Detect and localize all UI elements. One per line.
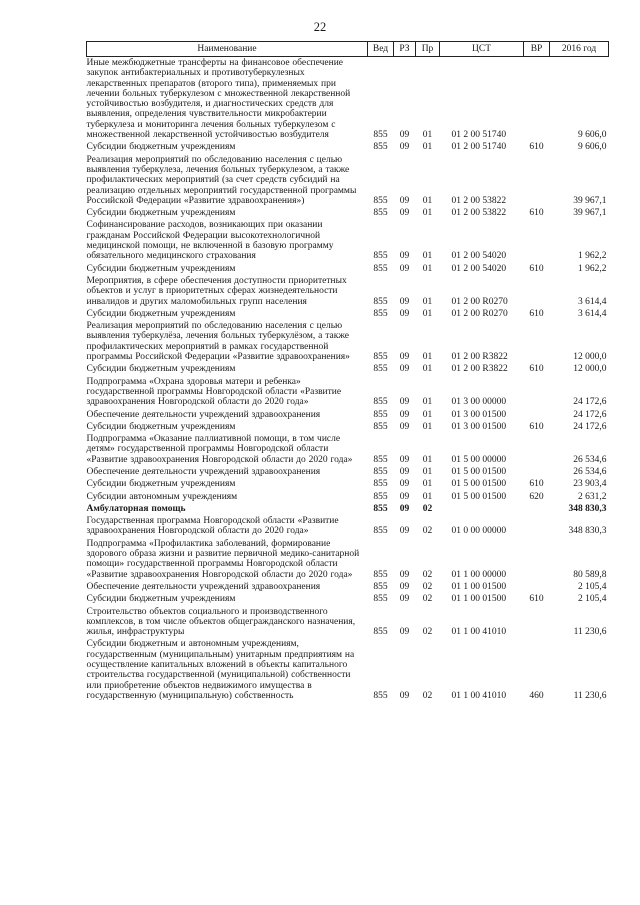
row-rz: 09 [399,352,410,363]
row-cst: 01 3 00 01500 [451,421,507,432]
row-name: Реализация мероприятий по обследованию населения с целью выявления туберкулёза, лечения больных туберкулёзом, а также профилактических мероприятий в рамках государственной программы Российской Федерации «Развитие здравоохранения» [86,321,350,363]
row-vr [524,466,550,478]
row-cst: 01 2 00 R3822 [451,364,508,375]
row-rz: 09 [399,491,410,502]
table-row [87,433,609,466]
row-pr: 01 [422,308,433,319]
row-pr: 02 [422,581,433,592]
row-ved: 855 [373,296,388,307]
table-row [87,466,609,478]
row-rz: 09 [399,594,410,605]
header-vr: ВР [524,42,550,57]
row-cst: 01 5 00 00000 [451,454,507,465]
row-cst: 01 1 00 01500 [451,594,507,605]
row-rz: 09 [399,581,410,592]
row-vr [524,515,550,538]
row-sum: 11 230,6 [573,627,607,638]
row-ved: 855 [373,503,388,514]
table-row [87,141,609,153]
row-vr [524,409,550,421]
row-vr: 610 [529,208,544,219]
row-name: Обеспечение деятельности учреждений здравоохранения [86,581,321,592]
row-pr: 02 [422,503,433,514]
row-pr: 01 [422,454,433,465]
row-cst: 01 1 00 41010 [451,690,507,701]
row-vr: 610 [529,308,544,319]
row-ved: 855 [373,479,388,490]
row-sum: 26 534,6 [573,466,607,477]
table-row [87,515,609,538]
page-number: 22 [313,20,327,34]
row-cst: 01 5 00 01500 [451,491,507,502]
row-sum: 1 962,2 [578,251,607,262]
row-name: Иные межбюджетные трансферты на финансовое обеспечение закупок антибактериальных и противотуберкулезных лекарственных препаратов (второго типа), применяемых при лечении больных туберкулезом с множественной лекарственной устойчивостью возбудителя, и диагностических средств для выявления, определения чувствительности микробактерии туберкулеза и мониторинга лечения больных туберкулезом с множественной лекарственной устойчивостью возбудителя [86,58,351,141]
row-name: Субсидии бюджетным учреждениям [86,308,236,319]
row-vr [524,538,550,581]
row-pr: 02 [422,526,433,537]
row-vr [524,219,550,262]
table-row [87,606,609,639]
row-sum: 2 631,2 [578,491,607,502]
row-sum: 23 903,4 [573,479,607,490]
row-sum: 348 830,3 [568,503,607,514]
row-ved: 855 [373,142,388,153]
row-rz: 09 [399,296,410,307]
row-cst: 01 1 00 41010 [451,627,507,638]
row-name: Субсидии бюджетным учреждениям [86,142,236,153]
row-rz: 09 [399,251,410,262]
row-rz: 09 [399,466,410,477]
row-name: Субсидии бюджетным и автономным учреждениям, государственным (муниципальным) унитарным предприятиям на осуществление капитальных вложений в объекты капитального строительства государственной (муниципальной) собственности или приобретение объектов недвижимого имущества в государственную (муниципальную) собственность [86,639,355,701]
row-cst: 01 2 00 54020 [451,263,507,274]
row-vr [524,320,550,363]
row-sum: 2 105,4 [578,581,607,592]
row-vr [524,503,550,515]
row-name: Мероприятия, в сфере обеспечения доступности приоритетных объектов и услуг в приоритетных сферах жизнедеятельности инвалидов и других маломобильных групп населения [86,275,347,307]
table-row [87,57,609,142]
row-ved: 855 [373,421,388,432]
row-name: Субсидии бюджетным учреждениям [86,364,236,375]
row-sum: 9 606,0 [578,142,607,153]
row-name: Субсидии бюджетным учреждениям [86,263,236,274]
row-ved: 855 [373,690,388,701]
row-pr: 01 [422,466,433,477]
row-name: Обеспечение деятельности учреждений здравоохранения [86,466,321,477]
row-pr: 01 [422,142,433,153]
row-ved: 855 [373,195,388,206]
header-year: 2016 год [550,42,609,57]
row-ved: 855 [373,594,388,605]
row-vr: 610 [529,421,544,432]
row-cst: 01 0 00 00000 [451,526,507,537]
row-name: Субсидии автономным учреждениям [86,491,238,502]
row-pr: 01 [422,195,433,206]
header-name: Наименование [87,42,368,57]
table-row [87,538,609,581]
row-sum: 24 172,6 [573,421,607,432]
row-pr: 01 [422,479,433,490]
row-cst: 01 2 00 53822 [451,208,507,219]
table-row [87,308,609,320]
row-ved: 855 [373,397,388,408]
row-name: Государственная программа Новгородской области «Развитие здравоохранения Новгородской области до 2020 года» [86,516,339,537]
row-pr: 01 [422,364,433,375]
table-row [87,409,609,421]
header-rz: РЗ [394,42,416,57]
row-pr: 01 [422,491,433,502]
row-name: Софинансирование расходов, возникающих при оказании гражданам Российской Федерации высокотехнологичной медицинской помощи, не включенной в базовую программу обязательного медицинского страхования [86,220,334,262]
row-pr: 02 [422,690,433,701]
row-sum: 2 105,4 [578,594,607,605]
row-sum: 3 614,4 [578,296,607,307]
row-name: Субсидии бюджетным учреждениям [86,208,236,219]
row-cst: 01 5 00 01500 [451,466,507,477]
row-name: Амбулаторная помощь [86,503,186,514]
row-cst: 01 2 00 51740 [451,130,507,141]
row-rz: 09 [399,263,410,274]
row-vr [524,606,550,639]
row-vr [524,154,550,207]
row-ved: 855 [373,352,388,363]
header-ved: Вед [368,42,394,57]
row-ved: 855 [373,491,388,502]
row-sum: 39 967,1 [573,195,607,206]
row-rz: 09 [399,142,410,153]
row-pr: 01 [422,397,433,408]
row-ved: 855 [373,208,388,219]
table-row [87,491,609,503]
row-rz: 09 [399,479,410,490]
row-name: Строительство объектов социального и производственного комплексов, в том числе объектов общегражданского назначения, жилья, инфраструктуры [86,606,356,638]
header-pr: Пр [416,42,440,57]
table-row [87,638,609,702]
row-vr: 610 [529,263,544,274]
row-sum: 3 614,4 [578,308,607,319]
row-vr: 610 [529,364,544,375]
row-vr: 610 [529,479,544,490]
table-body [87,57,609,703]
row-cst: 01 1 00 00000 [451,569,507,580]
row-vr [524,433,550,466]
row-rz: 09 [399,454,410,465]
row-sum: 12 000,0 [573,364,607,375]
row-sum: 11 230,6 [573,690,607,701]
row-vr [524,57,550,142]
row-vr: 620 [529,491,544,502]
row-pr: 01 [422,409,433,420]
row-rz: 09 [399,208,410,219]
row-ved: 855 [373,308,388,319]
row-name: Подпрограмма «Охрана здоровья матери и ребенка» государственной программы Новгородской области «Развитие здравоохранения Новгородской области до 2020 года» [86,376,342,408]
row-cst: 01 2 00 51740 [451,142,507,153]
table-row [87,154,609,207]
row-cst: 01 5 00 01500 [451,479,507,490]
table-row [87,363,609,375]
row-rz: 09 [399,569,410,580]
row-rz: 09 [399,397,410,408]
table-row [87,478,609,490]
row-vr: 610 [529,594,544,605]
row-sum: 26 534,6 [573,454,607,465]
row-cst: 01 3 00 00000 [451,397,507,408]
row-rz: 09 [399,503,410,514]
table-row [87,376,609,409]
row-sum: 24 172,6 [573,397,607,408]
row-sum: 9 606,0 [578,130,607,141]
row-rz: 09 [399,690,410,701]
row-rz: 09 [399,409,410,420]
row-pr: 02 [422,627,433,638]
row-ved: 855 [373,251,388,262]
row-cst: 01 2 00 R3822 [451,352,508,363]
row-rz: 09 [399,364,410,375]
row-vr: 610 [529,142,544,153]
row-name: Обеспечение деятельности учреждений здравоохранения [86,409,321,420]
header-cst: ЦСТ [440,42,524,57]
row-cst: 01 2 00 R0270 [451,308,508,319]
table-row [87,581,609,593]
row-pr: 01 [422,263,433,274]
table-row [87,421,609,433]
row-ved: 855 [373,364,388,375]
row-pr: 01 [422,352,433,363]
row-ved: 855 [373,569,388,580]
row-sum: 1 962,2 [578,263,607,274]
row-ved: 855 [373,409,388,420]
row-name: Субсидии бюджетным учреждениям [86,479,236,490]
row-sum: 80 589,8 [573,569,607,580]
row-pr: 02 [422,594,433,605]
table-row [87,207,609,219]
row-vr [524,581,550,593]
row-vr [524,376,550,409]
row-ved: 855 [373,526,388,537]
row-ved: 855 [373,627,388,638]
row-rz: 09 [399,195,410,206]
row-rz: 09 [399,526,410,537]
row-name: Подпрограмма «Профилактика заболеваний, формирование здорового образа жизни и развитие первичной медико-санитарной помощи» государственной программы Новгородской области «Развитие здравоохранения Новгородской области до 2020 года» [86,538,360,580]
row-sum: 24 172,6 [573,409,607,420]
row-pr: 02 [422,569,433,580]
row-cst: 01 2 00 R0270 [451,296,508,307]
row-pr: 01 [422,251,433,262]
row-ved: 855 [373,466,388,477]
table-header [87,42,609,57]
row-rz: 09 [399,421,410,432]
row-rz: 09 [399,130,410,141]
row-cst: 01 3 00 01500 [451,409,507,420]
row-pr: 01 [422,421,433,432]
table-row [87,263,609,275]
table-row [87,275,609,308]
row-name: Реализация мероприятий по обследованию населения с целью выявления туберкулеза, лечения больных туберкулезом, а также профилактических мероприятий (за счет средств субсидий на реализацию отдельных мероприятий государственной программы Российской Федерации «Развитие здравоохранения») [86,154,357,206]
row-ved: 855 [373,454,388,465]
row-sum: 348 830,3 [568,526,607,537]
row-name: Субсидии бюджетным учреждениям [86,421,236,432]
row-ved: 855 [373,263,388,274]
row-name: Подпрограмма «Оказание паллиативной помощи, в том числе детям» государственной программы Новгородской области «Развитие здравоохранения Новгородской области до 2020 года» [86,434,353,465]
row-rz: 09 [399,627,410,638]
row-cst: 01 1 00 01500 [451,581,507,592]
row-cst [440,503,524,515]
row-ved: 855 [373,130,388,141]
row-pr: 01 [422,208,433,219]
budget-table [86,41,609,702]
row-name: Субсидии бюджетным учреждениям [86,594,236,605]
table-row [87,219,609,262]
row-rz: 09 [399,308,410,319]
row-pr: 01 [422,130,433,141]
row-pr: 01 [422,296,433,307]
row-sum: 39 967,1 [573,208,607,219]
table-row [87,593,609,605]
row-cst: 01 2 00 53822 [451,195,507,206]
table-row [87,503,609,515]
row-vr: 460 [529,690,544,701]
row-vr [524,275,550,308]
row-cst: 01 2 00 54020 [451,251,507,262]
row-sum: 12 000,0 [573,352,607,363]
table-row [87,320,609,363]
row-ved: 855 [373,581,388,592]
